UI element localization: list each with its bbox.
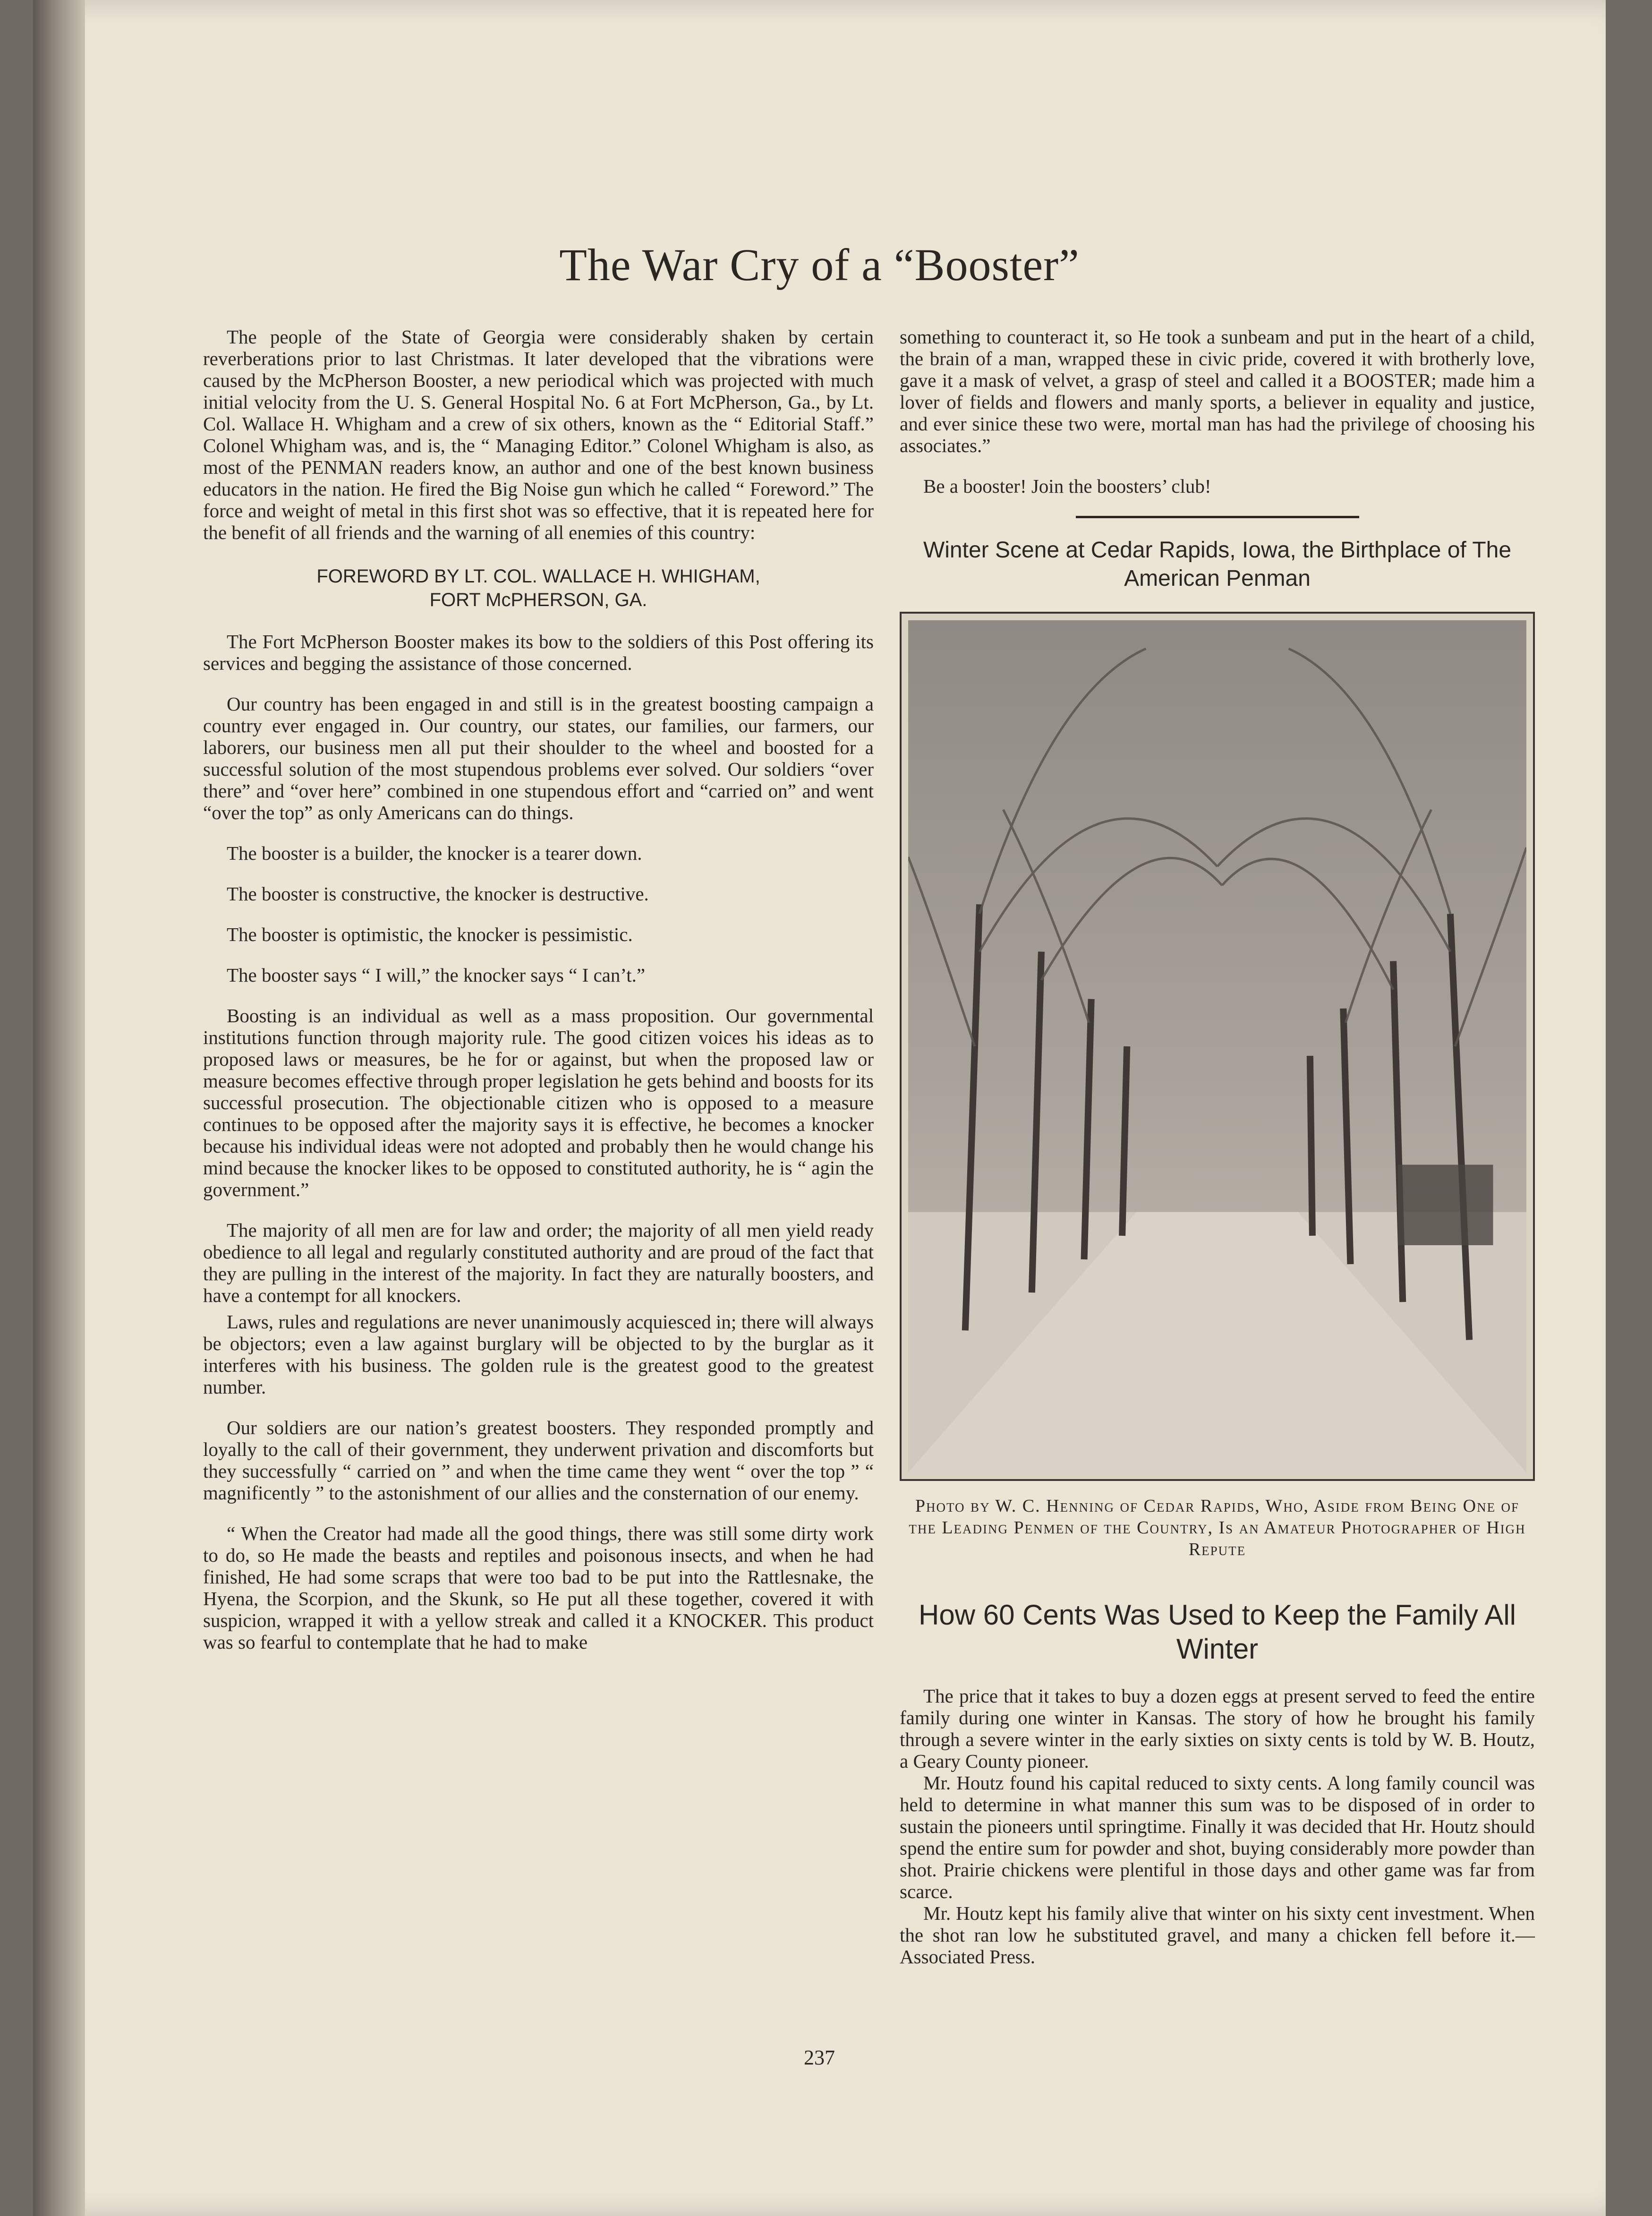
magazine-page bbox=[33, 0, 1606, 2216]
continuation-paragraph: something to counteract it, so He took a sunbeam and put in the heart of a child, the brain of a man, wrapped these in civic pride, covered it with brotherly love, gave it a mask of velvet, a grasp of steel and called it a BOOSTER; made him a lover of fields and flowers and manly sports, a believer in equality and justice, and ever sinice these two were, mortal man has had the privilege of choosing his associates.” bbox=[900, 326, 1535, 456]
intro-paragraph: The people of the State of Georgia were considerably shaken by certain reverberations prior to last Christmas. It later developed that the vibrations were caused by the McPherson Booster, a new periodical which was projected with much initial velocity from the U. S. General Hospital No. 6 at Fort McPherson, Ga., by Lt. Col. Wallace H. Whigham and a crew of six others, known as the “ Editorial Staff.” Colonel Whigham was, and is, the “ Managing Editor.” Colonel Whigham is also, as most of the PENMAN readers know, an author and one of the best known business educators in the nation. He fired the Big Noise gun which he called “ Foreword.” The force and weight of metal in this first shot was so effective, that it is repeated here for the benefit of all friends and the warning of all enemies of this country: bbox=[203, 326, 874, 543]
foreword-paragraph: The Fort McPherson Booster makes its bow to the soldiers of this Post offering its services and begging the assistance of those concerned. bbox=[203, 631, 874, 674]
foreword-paragraph: Laws, rules and regulations are never unanimously acquiesced in; there will always be objectors; even a law against burglary will be objected to by the burglar as it interferes with his business. The golden rule is the greatest good to the greatest number. bbox=[203, 1311, 874, 1398]
foreword-heading: FOREWORD BY LT. COL. WALLACE H. WHIGHAM, FORT McPHERSON, GA. bbox=[316, 566, 760, 610]
left-column bbox=[203, 326, 874, 1672]
story-body bbox=[900, 1685, 1535, 1968]
foreword-paragraph: Our soldiers are our nation’s greatest boosters. They responded promptly and loyally to the call of their government, they underwent privation and discomforts but they successfully “ carried on ” and when the time came they went “ over the top ” “ magnificently ” to the astonishment of our allies and the consternation of our enemy. bbox=[203, 1417, 874, 1504]
foreword-paragraph: The booster is optimistic, the knocker is pessimistic. bbox=[227, 924, 633, 945]
winter-scene-photo bbox=[900, 612, 1535, 1481]
closing-line: Be a booster! Join the boosters’ club! bbox=[923, 475, 1211, 497]
foreword-paragraph: “ When the Creator had made all the good things, there was still some dirty work to do, so He made the beasts and reptiles and poisonous insects, and when he had finished, He had some scraps that were too bad to be put into the Rattlesnake, the Hyena, the Scorpion, and the Skunk, so He put all these together, covered it with suspicion, wrapped it with a yellow streak and called it a KNOCKER. This product was so fearful to contemplate that he had to make bbox=[203, 1523, 874, 1653]
page-number: 237 bbox=[804, 2046, 835, 2069]
photo-caption: Photo by W. C. Henning of Cedar Rapids, Who, Aside from Being One of the Leading Penmen of the Country, Is an Amateur Photographer of High Repute bbox=[909, 1496, 1526, 1559]
right-column bbox=[900, 326, 1535, 1968]
story-heading: How 60 Cents Was Used to Keep the Family All Winter bbox=[919, 1599, 1516, 1665]
foreword-paragraph: The booster says “ I will,” the knocker says “ I can’t.” bbox=[227, 964, 646, 986]
story-paragraph: Mr. Houtz kept his family alive that winter on his sixty cent investment. When the shot ran low he substituted gravel, and many a chicken fell before it.—Associated Press. bbox=[900, 1902, 1535, 1968]
foreword-paragraph: The booster is constructive, the knocker is destructive. bbox=[227, 883, 649, 905]
foreword-paragraph: Boosting is an individual as well as a mass proposition. Our governmental institutions function through majority rule. The good citizen voices his ideas as to proposed laws or measures, be he for or against, but when the proposed law or measure becomes effective through proper legislation he gets behind and boosts for its successful prosecution. The objectionable citizen who is opposed to a measure continues to be opposed after the majority says it is effective, he becomes a knocker because his individual ideas were not adopted and probably then he would change his mind because the knocker likes to be opposed to constituted authority, he is “ agin the government.” bbox=[203, 1005, 874, 1200]
story-paragraph: The price that it takes to buy a dozen eggs at present served to feed the entire family during one winter in Kansas. The story of how he brought his family through a severe winter in the early sixties on sixty cents is told by W. B. Houtz, a Geary County pioneer. bbox=[900, 1685, 1535, 1772]
page-title: The War Cry of a “Booster” bbox=[559, 240, 1080, 290]
foreword-paragraph: The booster is a builder, the knocker is a tearer down. bbox=[227, 842, 642, 864]
book-gutter bbox=[33, 0, 85, 2216]
photo-heading: Winter Scene at Cedar Rapids, Iowa, the Birthplace of The American Penman bbox=[923, 538, 1512, 591]
story-paragraph: Mr. Houtz found his capital reduced to sixty cents. A long family council was held to determine in what manner this sum was to be disposed of in order to sustain the pioneers until springtime. Finally it was decided that Hr. Houtz should spend the entire sum for powder and shot, buying considerably more powder than shot. Prairie chickens were plentiful in those days and other game was far from scarce. bbox=[900, 1772, 1535, 1902]
winter-trees-illustration bbox=[908, 620, 1526, 1472]
foreword-paragraph: Our country has been engaged in and still is in the greatest boosting campaign a country ever engaged in. Our country, our states, our families, our farmers, our laborers, our business men all put their shoulder to the wheel and boosted for a successful solution of the most stupendous problems ever solved. Our soldiers “over there” and “over here” combined in one stupendous effort and “carried on” and went “over the top” as only Americans can do things. bbox=[203, 693, 874, 823]
section-divider bbox=[1076, 516, 1359, 518]
foreword-paragraph: The majority of all men are for law and order; the majority of all men yield ready obedience to all legal and regularly constituted authority and are proud of the fact that they are pulling in the interest of the majority. In fact they are naturally boosters, and have a contempt for all knockers. bbox=[203, 1219, 874, 1306]
